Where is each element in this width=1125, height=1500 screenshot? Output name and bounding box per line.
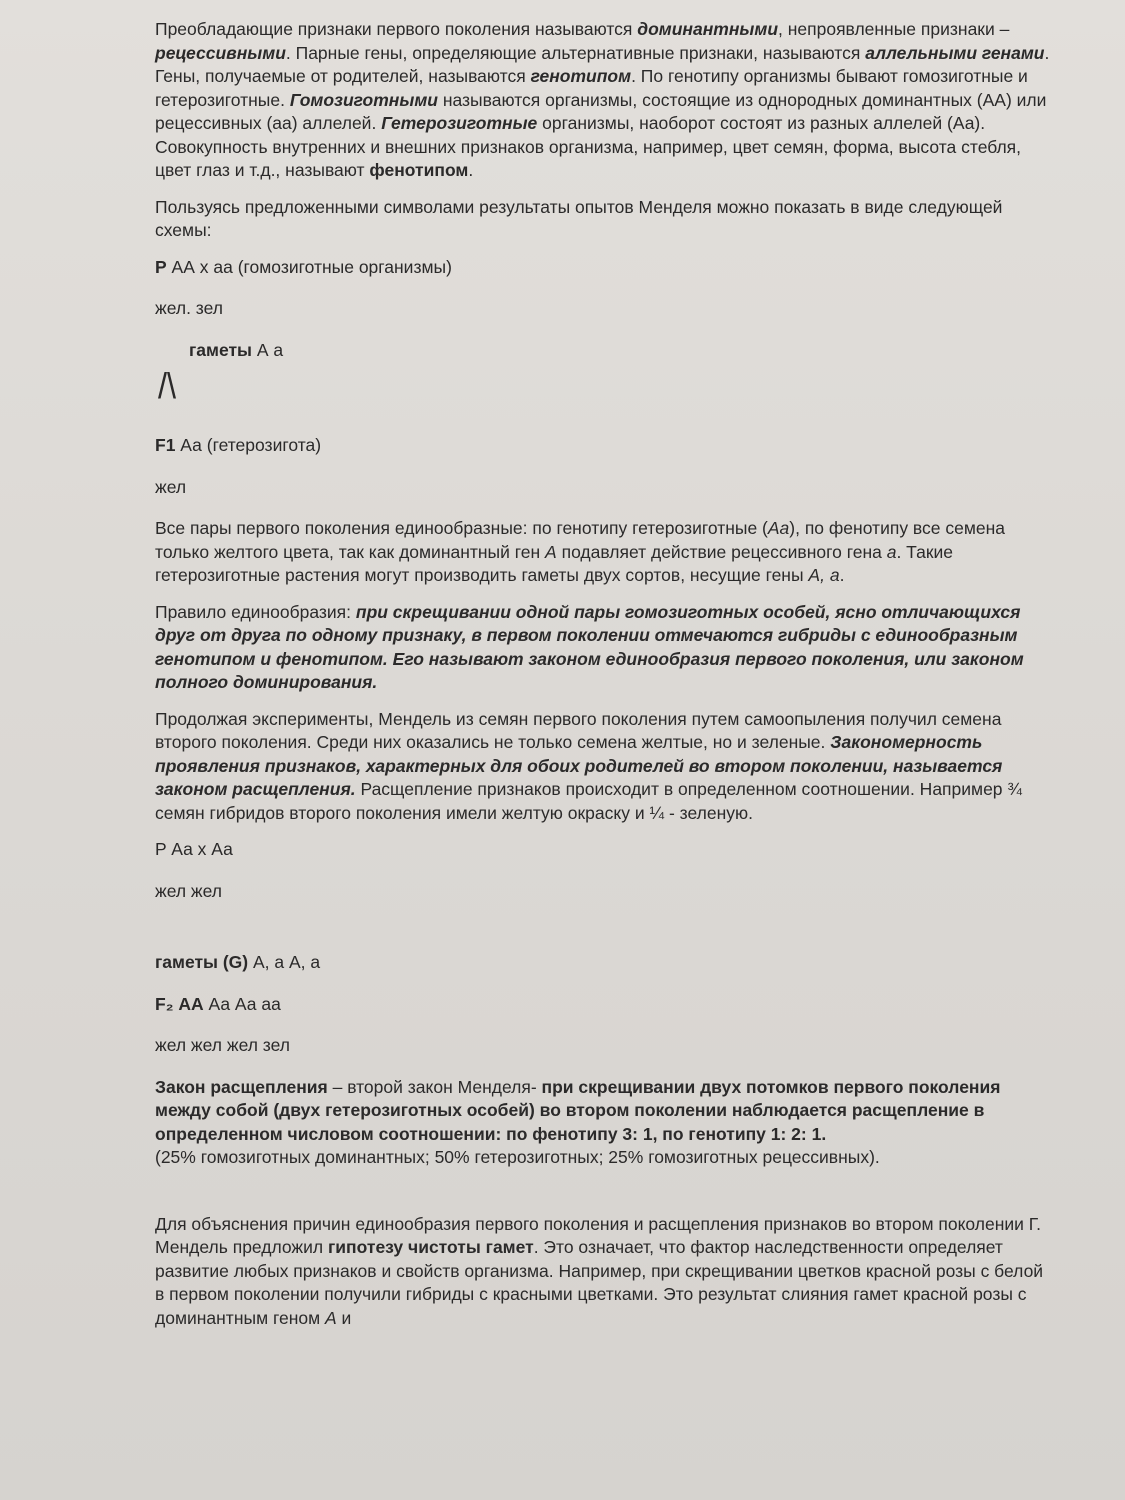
text: и — [336, 1307, 352, 1328]
term-phenotype: фенотипом — [369, 160, 469, 180]
scheme2-gametes — [155, 951, 1055, 975]
spacer — [155, 1183, 1055, 1213]
text: Преобладающие признаки первого поколения называются — [155, 19, 638, 39]
term-gamete-purity: гипотезу чистоты гамет — [328, 1237, 534, 1257]
text: Расщепление признаков происходит в определенном соотношении. Например ¾ семян гибридов второго поколения имели желтую окраску и ¼ - зеленую. — [155, 779, 1022, 823]
term-homozygous: Гомозиготными — [289, 89, 438, 110]
f1-label: F1 — [155, 435, 176, 455]
scheme1-f1 — [155, 434, 1055, 458]
scheme1-gametes — [155, 339, 1055, 363]
gametes-values: А а — [252, 339, 284, 360]
paragraph-f1-uniform — [155, 517, 1055, 588]
rule-statement: при скрещивании одной пары гомозиготных особей, ясно отличающихся друг от друга по одному признаку, в первом поколении отмечаются гибриды с единообразным генотипом и фенотипом. Его называют законом единообразия первого поколения, или законом полного доминирования. — [155, 601, 1024, 692]
text: Все пары первого поколения единообразные: по генотипу гетерозиготные ( — [155, 518, 768, 538]
law-statement: Закономерность проявления признаков, характерных для обоих родителей во втором поколении, называется законом расщепления. — [155, 732, 1003, 799]
text: Для объяснения причин единообразия первого поколения и расщепления признаков во втором поколении Г. Мендель предложил — [155, 1213, 1041, 1257]
paragraph-scheme-intro: Пользуясь предложенными символами результаты опытов Менделя можно показать в виде следующей схемы: — [155, 196, 1003, 240]
term-recessive: рецессивными — [155, 42, 286, 63]
scheme1-f1-color: жел — [155, 476, 187, 497]
scheme2-f2 — [155, 993, 1055, 1017]
text: – второй закон Менделя- — [327, 1076, 542, 1097]
text: ), по фенотипу все семена только желтого цвета, так как доминантный ген — [155, 518, 1006, 562]
gametes-label: гаметы (G) — [155, 952, 249, 972]
ratio-note: (25% гомозиготных доминантных; 50% гетерозиготных; 25% гомозиготных рецессивных). — [155, 1147, 880, 1167]
scheme1-parents — [155, 256, 1055, 280]
text: называются организмы, состоящие из однородных доминантных (АА) или рецессивных (аа) аллелей. — [155, 89, 1047, 133]
text: , непроявленные признаки – — [778, 19, 1010, 39]
gene: а — [886, 541, 897, 562]
text: подавляет действие рецессивного гена — [556, 541, 887, 562]
paragraph-uniformity-rule — [155, 601, 1055, 695]
text: Правило единообразия: — [155, 601, 356, 622]
paragraph-dominant-recessive — [155, 18, 1055, 183]
text: . Парные гены, определяющие альтернативные признаки, называются — [285, 42, 866, 63]
scheme2-f2-colors: жел жел жел зел — [155, 1035, 290, 1055]
document-body — [155, 18, 1055, 1343]
text: . — [839, 565, 845, 585]
f2-label: F₂ АА — [155, 993, 204, 1014]
law-statement: при скрещивании двух потомков первого поколения между собой (двух гетерозиготных особей) во втором поколении наблюдается расщепление в определенном числовом соотношении: по фенотипу 3: 1, по генотипу 1: 2: 1. — [155, 1076, 1001, 1144]
term-dominant: доминантными — [637, 19, 779, 39]
paragraph-gamete-purity — [155, 1213, 1055, 1331]
gametes-values: А, а А, а — [248, 952, 321, 972]
term-allelic-genes: аллельными генами — [865, 42, 1045, 63]
text: . Такие гетерозиготные растения могут производить гаметы двух сортов, несущие гены — [155, 541, 953, 585]
scheme1-colors: жел. зел — [155, 298, 223, 318]
parents-label: P — [155, 256, 167, 277]
text: . По генотипу организмы бывают гомозиготные и гетерозиготные. — [155, 66, 1028, 110]
gene: А — [545, 541, 557, 562]
genes: А, а — [808, 565, 840, 585]
f2-genotypes: Аа Аа аа — [203, 993, 281, 1014]
text: . — [468, 160, 474, 180]
gene: А — [324, 1307, 337, 1328]
gametes-label: гаметы — [189, 339, 252, 360]
text: . Это означает, что фактор наследственности определяет развитие любых признаков и свойств организма. Например, при скрещивании цветков красной розы с белой в первом поколении получили гибриды с красными цветками. Это результат слияния гамет красной розы с доминантным геном — [155, 1237, 1044, 1328]
text: Продолжая эксперименты, Мендель из семян первого поколения путем самоопыления получил семена второго поколения. Среди них оказались не только семена желтые, но и зеленые. — [155, 708, 1002, 752]
text: организмы, наоборот состоят из разных аллелей (Аа). Совокупность внутренних и внешних признаков организма, например, цвет семян, форма, высота стебля, цвет глаз и т.д., называют — [155, 113, 1022, 180]
term-heterozygous: Гетерозиготные — [381, 113, 538, 133]
spacer — [155, 921, 1055, 951]
parents-cross: АА х аа (гомозиготные организмы) — [166, 256, 452, 277]
term-genotype: генотипом — [530, 66, 632, 86]
scheme2-colors: жел жел — [155, 880, 223, 901]
text: . Гены, получаемые от родителей, называются — [155, 42, 1050, 86]
paragraph-segregation-law — [155, 1076, 1055, 1170]
scheme2-parents: P Аа х Аа — [155, 839, 233, 859]
paragraph-segregation — [155, 708, 1055, 826]
law-title: Закон расщепления — [155, 1076, 328, 1097]
genotype: Аа — [767, 518, 790, 538]
cross-arrow-icon: /\ — [158, 365, 177, 406]
f1-genotype: Аа (гетерозигота) — [175, 435, 322, 455]
